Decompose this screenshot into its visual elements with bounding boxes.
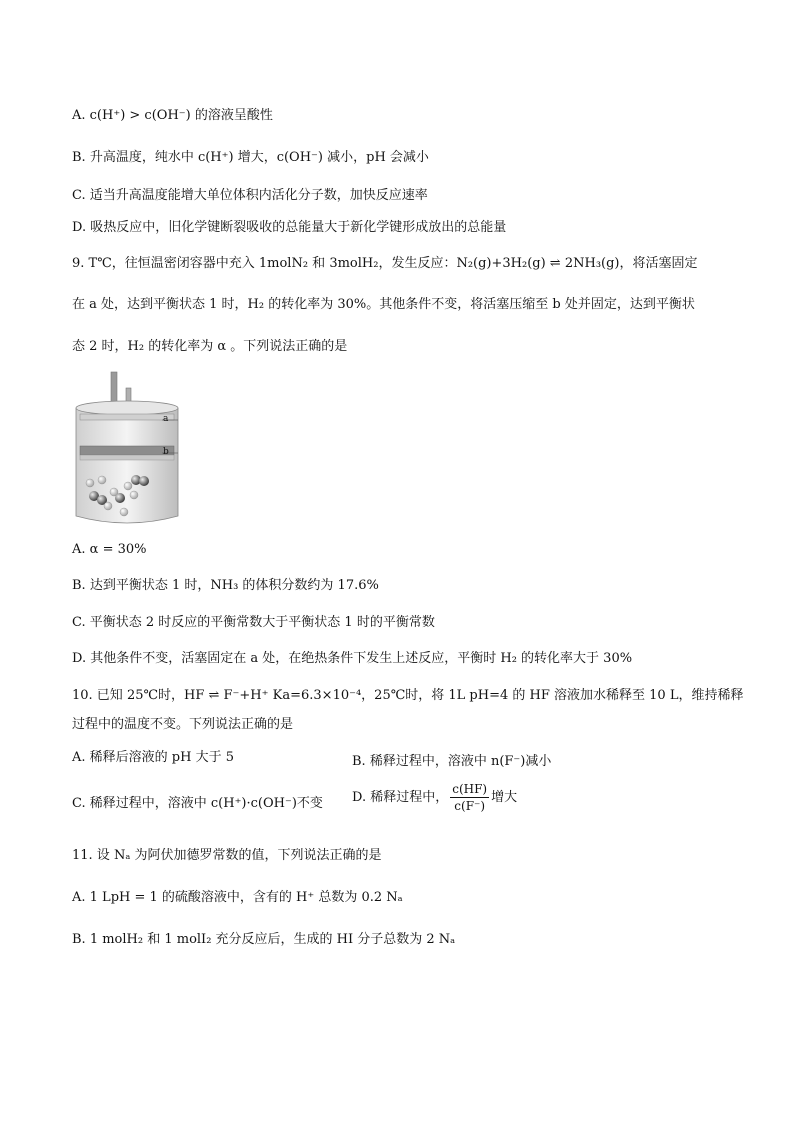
q10-option-a: A. 稀释后溶液的 pH 大于 5 [72, 750, 234, 765]
q8-option-d: D. 吸热反应中，旧化学键断裂吸收的总能量大于新化学键形成放出的总能量 [72, 220, 507, 235]
q11-option-b: B. 1 molH₂ 和 1 molI₂ 充分反应后，生成的 HI 分子总数为 2 Nₐ [72, 932, 456, 947]
q9-option-a: A. α = 30% [72, 542, 147, 557]
q9-stem-line1: 9. T℃，往恒温密闭容器中充入 1molN₂ 和 3molH₂，发生反应：N₂(g)+3H₂(g) ⇌ 2NH₃(g)，将活塞固定 [72, 256, 698, 271]
q10-option-d-prefix: D. 稀释过程中， [352, 790, 449, 805]
fraction-denominator: c(F⁻) [454, 799, 486, 813]
q10-option-d-fraction [450, 782, 489, 813]
q10-option-d [352, 782, 517, 813]
q9-stem-line3: 态 2 时，H₂ 的转化率为 α 。下列说法正确的是 [72, 339, 348, 354]
q8-option-c: C. 适当升高温度能增大单位体积内活化分子数，加快反应速率 [72, 188, 428, 203]
q10-stem-line1: 10. 已知 25℃时，HF ⇌ F⁻+H⁺ Ka=6.3×10⁻⁴，25℃时，将 1L pH=4 的 HF 溶液加水稀释至 10 L，维持稀释 [72, 688, 744, 703]
q8-option-a: A. c(H⁺) > c(OH⁻) 的溶液呈酸性 [72, 108, 273, 123]
q10-option-c: C. 稀释过程中，溶液中 c(H⁺)·c(OH⁻)不变 [72, 796, 323, 811]
q9-stem-line2: 在 a 处，达到平衡状态 1 时，H₂ 的转化率为 30%。其他条件不变，将活塞压缩至 b 处并固定，达到平衡状 [72, 297, 695, 312]
figure-label-a: a [163, 414, 169, 424]
q9-option-d: D. 其他条件不变，活塞固定在 a 处，在绝热条件下发生上述反应，平衡时 H₂ 的转化率大于 30% [72, 651, 633, 666]
q9-option-c: C. 平衡状态 2 时反应的平衡常数大于平衡状态 1 时的平衡常数 [72, 615, 435, 630]
figure-label-b: b [163, 447, 169, 457]
q11-stem: 11. 设 Nₐ 为阿伏加德罗常数的值，下列说法正确的是 [72, 848, 382, 863]
fraction-numerator: c(HF) [452, 782, 488, 796]
q10-stem-line2: 过程中的温度不变。下列说法正确的是 [72, 717, 294, 732]
q10-option-d-suffix: 增大 [491, 790, 518, 805]
q8-option-b: B. 升高温度，纯水中 c(H⁺) 增大，c(OH⁻) 减小，pH 会减小 [72, 150, 429, 165]
q11-option-a: A. 1 LpH = 1 的硫酸溶液中，含有的 H⁺ 总数为 0.2 Nₐ [72, 890, 403, 905]
q9-option-b: B. 达到平衡状态 1 时，NH₃ 的体积分数约为 17.6% [72, 578, 379, 593]
q10-option-b: B. 稀释过程中，溶液中 n(F⁻)减小 [352, 754, 552, 769]
